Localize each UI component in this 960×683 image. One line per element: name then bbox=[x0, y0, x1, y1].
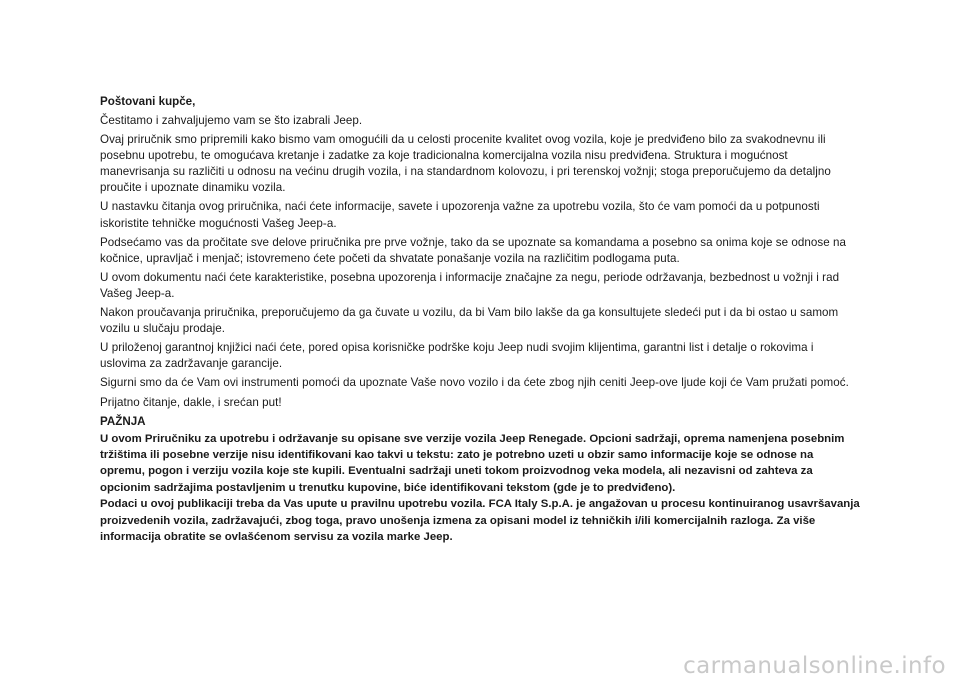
paragraph-support: Sigurni smo da će Vam ovi instrumenti pomoći da upoznate Vaše novo vozilo i da ćete zbog njih ceniti Jeep-ove ljude koji će Vam pružati pomoć. bbox=[100, 376, 849, 390]
paragraph-warranty-booklet: U priloženoj garantnoj knjižici naći ćete, pored opisa korisničke podrške koju Jeep nudi svojim klijentima, garantni list i detalje o rokovima i uslovima za zadržavanje garancije. bbox=[100, 341, 814, 371]
paragraph-document-contents: U ovom dokumentu naći ćete karakteristike, posebna upozorenja i informacije značajne za negu, periode održavanja, bezbednost u vožnji i rad Vašeg Jeep-a. bbox=[100, 270, 840, 300]
warning-publication-data: Podaci u ovoj publikaciji treba da Vas upute u pravilnu upotrebu vozila. FCA Italy S.p.A. je angažovan u procesu kontinuiranog usavršavanja proizvedenih vozila, zadržavajući, zbog toga, pravo unošenja izmena za opisani model iz tehničkih i/ili komercijalnih razloga. Za više informacija obratite se ovlašćenom servisu za vozila marke Jeep. bbox=[100, 498, 860, 544]
paragraph-keep-in-vehicle: Nakon proučavanja priručnika, preporučujemo da ga čuvate u vozilu, da bi Vam bilo lakše da ga konsultujete sledeći put i da bi ostao u samom vozilu u slučaju prodaje. bbox=[100, 306, 839, 336]
paragraph-information: U nastavku čitanja ovog priručnika, naći ćete informacije, savete i upozorenja važne za upotrebu vozila, što će vam pomoći da u potpunosti iskoristite tehničke mogućnosti Vašeg Jeep-a. bbox=[100, 200, 820, 230]
watermark-text: carmanualsonline.info bbox=[683, 653, 946, 679]
warning-versions: U ovom Priručniku za upotrebu i održavanje su opisane sve verzije vozila Jeep Renegade. Opcioni sadržaji, oprema namenjena posebnim tržištima ili posebne verzije nisu identifikovani kao takvi u tekstu: zato je potrebno uzeti u obzir samo informacije koje se odnose na opremu, pogon i verziju vozila koje ste kupili. Eventualni sadržaji uneti tokom proizvodnog veka modela, ali nezavisni od zahteva za opcionim sadržajima postavljenim u trenutku kupovine, biće identifikovani tekstom (gde je to predviđeno). bbox=[100, 432, 845, 494]
greeting: Poštovani kupče, bbox=[100, 95, 196, 108]
paragraph-read-before-driving: Podsećamo vas da pročitate sve delove priručnika pre prve vožnje, tako da se upoznate sa komandama a posebno sa onima koje se odnose na kočnice, upravljač i menjač; istovremeno ćete početi da shvatate ponašanje vozila na različitim podlogama puta. bbox=[100, 235, 846, 265]
paragraph-purpose: Ovaj priručnik smo pripremili kako bismo vam omogućili da u celosti procenite kvalitet ovog vozila, koje je predviđeno bilo za svakodnevnu ili posebnu upotrebu, te omogućava kretanje i zadatke za koje tradicionalna komercijalna vozila nisu predviđena. Struktura i mogućnost manevrisanja su različiti u odnosu na većinu drugih vozila, i na standardnom kolovozu, i pri terenskoj vožnji; stoga preporučujemo da detaljno proučite i upoznate dinamiku vozila. bbox=[100, 133, 831, 195]
warning-title: PAŽNJA bbox=[100, 414, 146, 428]
paragraph-congratulations: Čestitamo i zahvaljujemo vam se što izabrali Jeep. bbox=[100, 114, 363, 127]
manual-page bbox=[100, 94, 860, 545]
paragraph-closing: Prijatno čitanje, dakle, i srećan put! bbox=[100, 395, 282, 409]
